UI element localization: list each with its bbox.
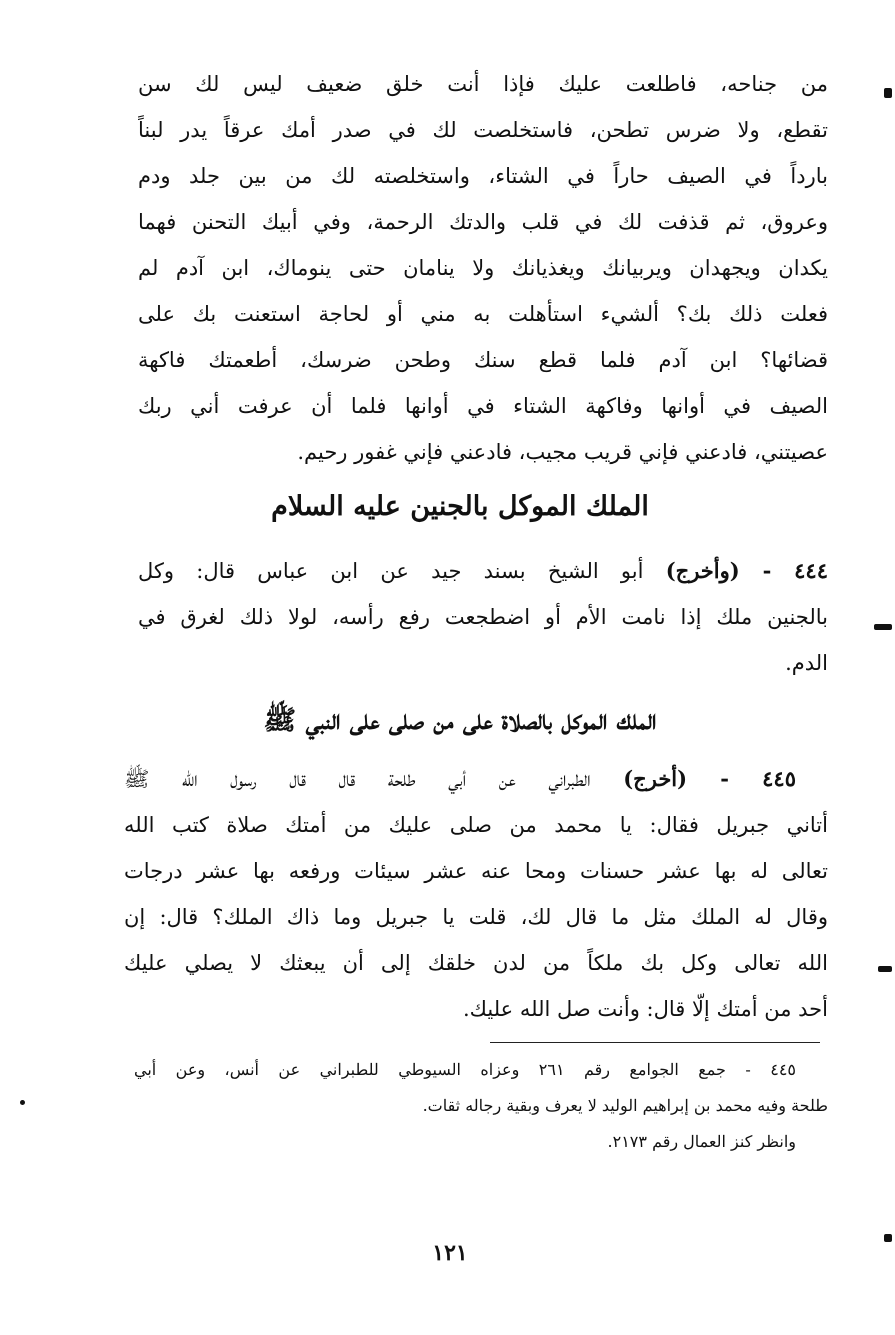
text-line: بارداً في الصيف حاراً في الشتاء، واستخلصته لك من بين جلد ودم — [138, 164, 828, 188]
text-line: فعلت ذلك بك؟ ألشيء استأهلت به مني أو لحاجة استعنت بك على — [138, 302, 828, 326]
entry-text: أبو الشيخ بسند جيد عن ابن عباس قال: وكل — [138, 559, 644, 583]
text-line: يكدان ويجهدان ويربيانك ويغذيانك ولا ينامان حتى ينوماك، ابن آدم لم — [138, 256, 828, 280]
text-line — [138, 548, 828, 594]
text-line: عصيتني، فادعني فإني قريب مجيب، فادعني فإني غفور رحيم. — [297, 440, 828, 464]
text-line: الله تعالى وكل بك ملكاً من لدن خلقك إلى أن يبعثك لا يصلي عليك — [124, 951, 828, 975]
footnote-line: طلحة وفيه محمد بن إبراهيم الوليد لا يعرف وبقية رجاله ثقات. — [422, 1096, 828, 1115]
page-number: ١٢١ — [432, 1240, 468, 1266]
footnote-divider — [490, 1042, 820, 1043]
text-line: تقطع، ولا ضرس تطحن، فاستخلصت لك في صدر أمك عرقاً يدر لبناً — [138, 118, 828, 142]
entry-text: الطبراني عن أبي طلحة قال قال رسول الله ﷺ — [124, 767, 591, 791]
text-line: الصيف في أوانها وفاكهة الشتاء في أوانها فلما أن عرفت أني ربك — [138, 394, 828, 418]
text-line: تعالى له بها عشر حسنات ومحا عنه عشر سيئات ورفعه بها عشر درجات — [124, 859, 828, 883]
paragraph-445 — [124, 756, 828, 1032]
paragraph-continued — [138, 61, 828, 475]
footnote-line: ٤٤٥ - جمع الجوامع رقم ٢٦١ وعزاه السيوطي للطبراني عن أنس، وعن أبي — [134, 1060, 796, 1079]
scan-mark — [20, 1100, 25, 1105]
scan-mark — [884, 1234, 892, 1242]
text-line: أتاني جبريل فقال: يا محمد من صلى عليك من أمتك صلاة كتب الله — [124, 813, 828, 837]
scan-mark — [874, 624, 892, 630]
text-line: الدم. — [785, 651, 828, 675]
text-line: من جناحه، فاطلعت عليك فإذا أنت خلق ضعيف ليس لك سن — [138, 72, 828, 96]
entry-number: ٤٤٤ - (وأخرج) — [665, 558, 828, 583]
footnote-line: وانظر كنز العمال رقم ٢١٧٣. — [607, 1132, 796, 1151]
text-line: بالجنين ملك إذا نامت الأم أو اضطجعت رفع رأسه، لولا ذلك لغرق في — [138, 605, 828, 629]
section-heading: الملك الموكل بالجنين عليه السلام — [271, 491, 649, 522]
text-line — [124, 756, 828, 802]
scan-mark — [884, 88, 892, 98]
text-line: وقال له الملك مثل ما قال لك، قلت يا جبريل وما ذاك الملك؟ قال: إن — [124, 905, 828, 929]
text-line: وعروق، ثم قذفت لك في قلب والدتك الرحمة، وفي أبيك التحنن فهما — [138, 210, 828, 234]
scan-mark — [878, 966, 892, 972]
text-line: أحد من أمتك إلّا قال: وأنت صل الله عليك. — [463, 997, 828, 1021]
paragraph-444 — [138, 548, 828, 686]
footnote — [134, 1052, 828, 1160]
text-line: قضائها؟ ابن آدم فلما قطع سنك وطحن ضرسك، أطعمتك فاكهة — [138, 348, 828, 372]
section-heading: الملك الموكل بالصلاة على من صلى على النبي ﷺ — [263, 705, 657, 736]
entry-number: ٤٤٥ - (أخرج) — [623, 766, 796, 791]
